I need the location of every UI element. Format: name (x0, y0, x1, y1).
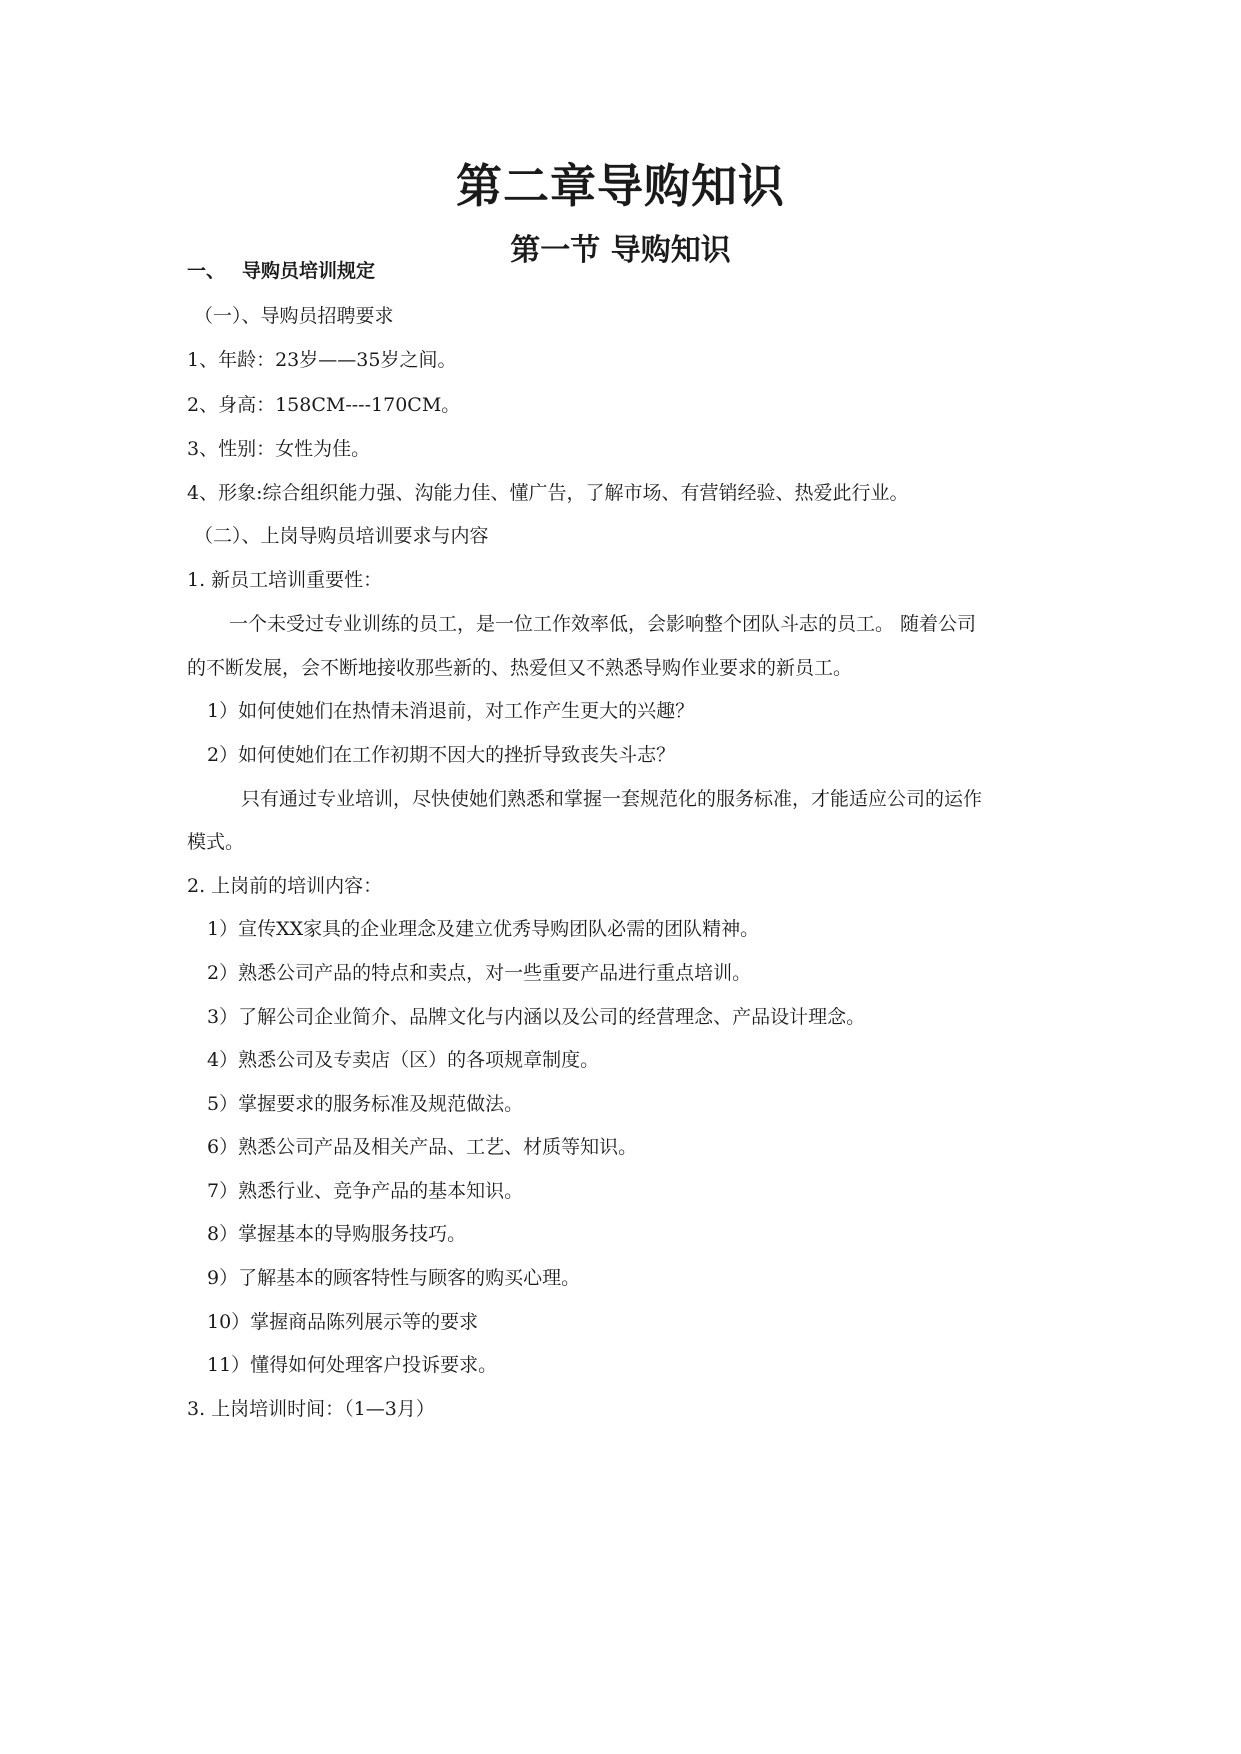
chapter-title: 第二章导购知识 (456, 159, 785, 213)
item-pre-job-training: 2. 上岗前的培训内容： (187, 875, 383, 897)
list-item: 10）掌握商品陈列展示等的要求 (207, 1311, 479, 1333)
heading-number: 一、 (187, 260, 226, 282)
paragraph-line: 的不断发展，会不断地接收那些新的、热爱但又不熟悉导购作业要求的新员工。 (187, 657, 853, 679)
list-item: 8）掌握基本的导购服务技巧。 (207, 1223, 467, 1245)
list-item-height: 2、身高：158CM----170CM。 (187, 394, 461, 416)
item-training-duration: 3. 上岗培训时间：（1—3月） (187, 1398, 435, 1420)
list-item-age: 1、年龄：23岁——35岁之间。 (187, 349, 457, 371)
list-item: 2）熟悉公司产品的特点和卖点，对一些重要产品进行重点培训。 (207, 962, 752, 984)
list-item: 4）熟悉公司及专卖店（区）的各项规章制度。 (207, 1049, 600, 1071)
item-new-staff-importance: 1. 新员工培训重要性： (187, 569, 383, 591)
list-item: 2）如何使她们在工作初期不因大的挫折导致丧失斗志？ (207, 744, 676, 766)
subheading-training-content: （二）、上岗导购员培训要求与内容 (194, 525, 489, 547)
list-item: 7）熟悉行业、竞争产品的基本知识。 (207, 1180, 524, 1202)
paragraph-line: 一个未受过专业训练的员工，是一位工作效率低，会影响整个团队斗志的员工。 随着公司 (229, 613, 977, 635)
heading-label: 导购员培训规定 (242, 260, 376, 282)
list-item: 3）了解公司企业简介、品牌文化与内涵以及公司的经营理念、产品设计理念。 (207, 1006, 866, 1028)
paragraph-line: 模式。 (187, 831, 245, 853)
list-item: 11）懂得如何处理客户投诉要求。 (207, 1354, 498, 1376)
paragraph-line: 只有通过专业培训，尽快使她们熟悉和掌握一套规范化的服务标准，才能适应公司的运作 (241, 788, 983, 810)
section-title: 第一节 导购知识 (510, 233, 731, 268)
list-item-image: 4、形象:综合组织能力强、沟能力佳、懂广告，了解市场、有营销经验、热爱此行业。 (187, 482, 909, 504)
list-item: 1）宣传XX家具的企业理念及建立优秀导购团队必需的团队精神。 (207, 918, 760, 940)
list-item: 6）熟悉公司产品及相关产品、工艺、材质等知识。 (207, 1136, 638, 1158)
list-item: 9）了解基本的顾客特性与顾客的购买心理。 (207, 1267, 581, 1289)
list-item-gender: 3、性别：女性为佳。 (187, 438, 371, 460)
list-item: 5）掌握要求的服务标准及规范做法。 (207, 1093, 524, 1115)
heading-training-rules (187, 258, 375, 284)
list-item: 1）如何使她们在热情未消退前，对工作产生更大的兴趣？ (207, 700, 695, 722)
subheading-recruitment: （一）、导购员招聘要求 (194, 305, 394, 327)
